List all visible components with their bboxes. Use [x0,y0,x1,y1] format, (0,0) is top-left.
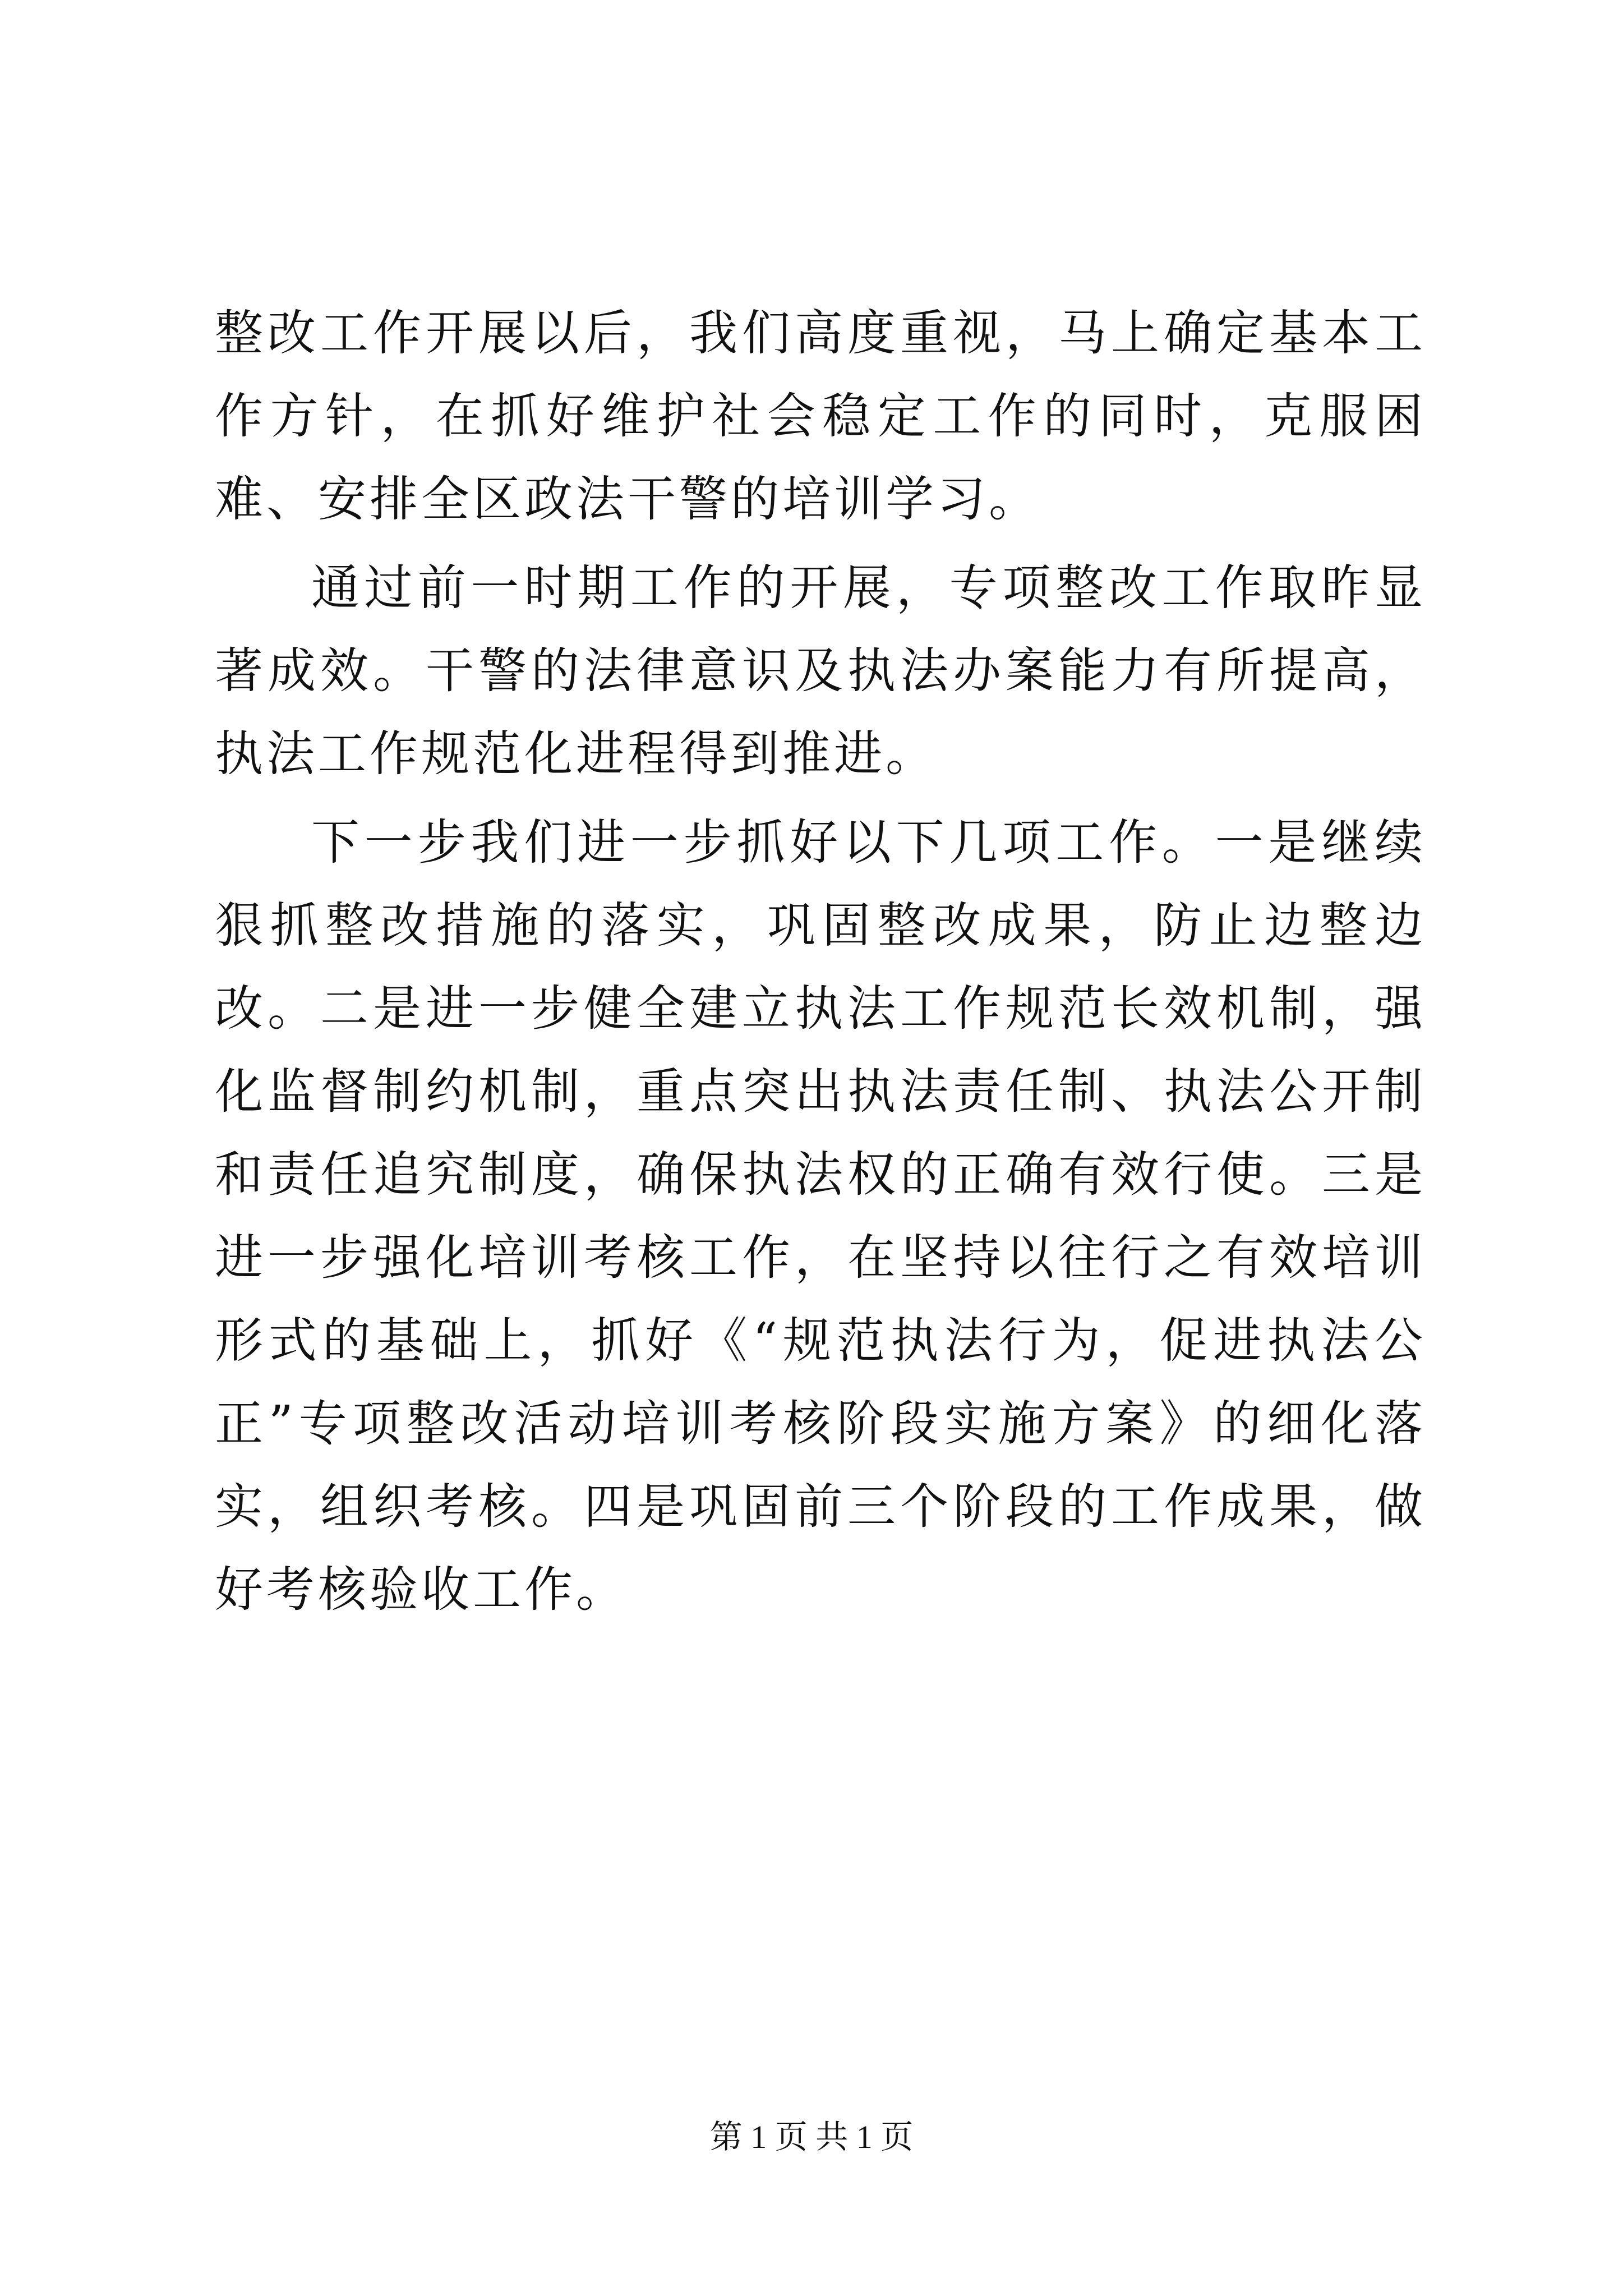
paragraph-2: 通过前一时期工作的开展，专项整改工作取昨显著成效。干警的法律意识及执法办案能力有所提高，执法工作规范化进程得到推进。 [215,560,1426,782]
paragraph-3: 下一步我们进一步抓好以下几项工作。一是继续狠抓整改措施的落实，巩固整改成果，防止边整边改。二是进一步健全建立执法工作规范长效机制，强化监督制约机制，重点突出执法责任制、执法公开制和责任追究制度，确保执法权的正确有效行使。三是进一步强化培训考核工作，在坚持以往行之有效培训形式的基础上，抓好《“规范执法行为，促进执法公正”专项整改活动培训考核阶段实施方案》的细化落实，组织考核。四是巩固前三个阶段的工作成果，做好考核验收工作。 [215,815,1426,1618]
page-number-footer: 第 1 页 共 1 页 [709,2119,914,2155]
document-body [215,292,1426,1637]
paragraph-1: 整改工作开展以后，我们高度重视，马上确定基本工作方针，在抓好维护社会稳定工作的同时，克服困难、安排全区政法干警的培训学习。 [215,305,1426,527]
